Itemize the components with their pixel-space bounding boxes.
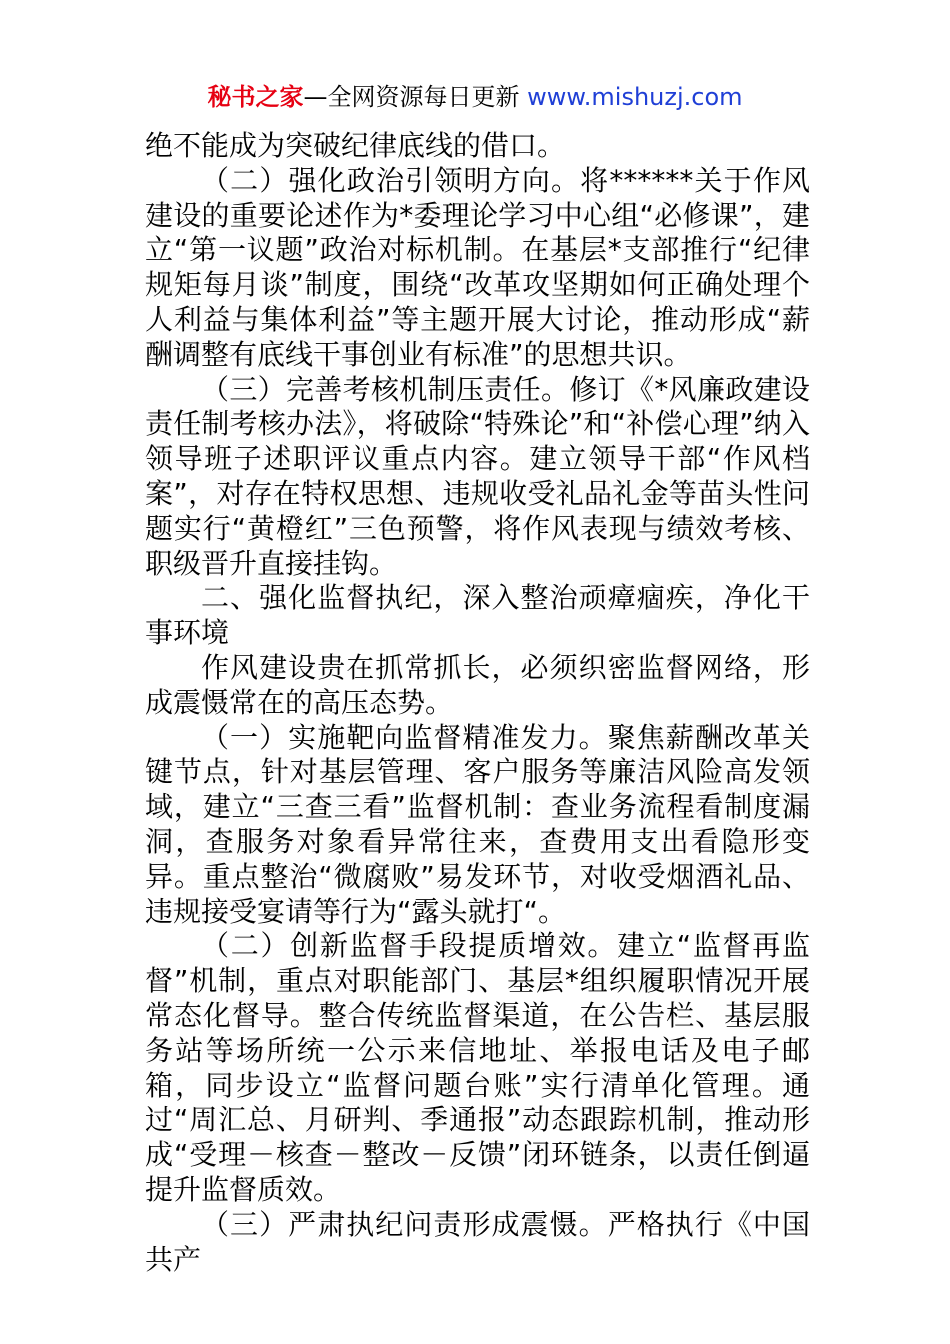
paragraph-section-2-intro: 作风建设贵在抓常抓长，必须织密监督网络，形成震慑常在的高压态势。 [145, 650, 810, 719]
site-url-link[interactable]: www.mishuzj.com [527, 83, 743, 111]
section-heading-2: 二、强化监督执纪，深入整治顽瘴痼疾，净化干事环境 [145, 581, 810, 650]
document-body [145, 129, 810, 1277]
paragraph-section-2-1: （一）实施靶向监督精准发力。聚焦薪酬改革关键节点，针对基层管理、客户服务等廉洁风险高发领域，建立“三查三看”监督机制：查业务流程看制度漏洞，查服务对象看异常往来，查费用支出看隐形变异。重点整治“微腐败”易发环节，对收受烟酒礼品、违规接受宴请等行为“露头就打“。 [145, 720, 810, 928]
paragraph-section-2-3: （三）严肃执纪问责形成震慑。严格执行《中国共产 [145, 1207, 810, 1276]
paragraph-continuation: 绝不能成为突破纪律底线的借口。 [145, 129, 566, 162]
paragraph-section-1-3: （三）完善考核机制压责任。修订《*风廉政建设责任制考核办法》，将破除“特殊论”和“补偿心理”纳入领导班子述职评议重点内容。建立领导干部“作风档案”，对存在特权思想、违规收受礼品礼金等苗头性问题实行“黄橙红”三色预警，将作风表现与绩效考核、职级晋升直接挂钩。 [145, 372, 810, 580]
paragraph-section-1-2: （二）强化政治引领明方向。将******关于作风建设的重要论述作为*委理论学习中心组“必修课”，建立“第一议题”政治对标机制。在基层*支部推行“纪律规矩每月谈”制度，围绕“改革攻坚期如何正确处理个人利益与集体利益”等主题开展大讨论，推动形成“薪酬调整有底线干事创业有标准”的思想共识。 [145, 163, 810, 371]
paragraph-section-2-2: （二）创新监督手段提质增效。建立“监督再监督”机制，重点对职能部门、基层*组织履职情况开展常态化督导。整合传统监督渠道，在公告栏、基层服务站等场所统一公示来信地址、举报电话及电子邮箱，同步设立“监督问题台账”实行清单化管理。通过“周汇总、月研判、季通报”动态跟踪机制，推动形成“受理－核查－整改－反馈”闭环链条，以责任倒逼提升监督质效。 [145, 929, 810, 1206]
site-tagline: —全网资源每日更新 [303, 83, 528, 111]
page-header [0, 80, 950, 114]
site-brand: 秘书之家 [207, 83, 304, 111]
